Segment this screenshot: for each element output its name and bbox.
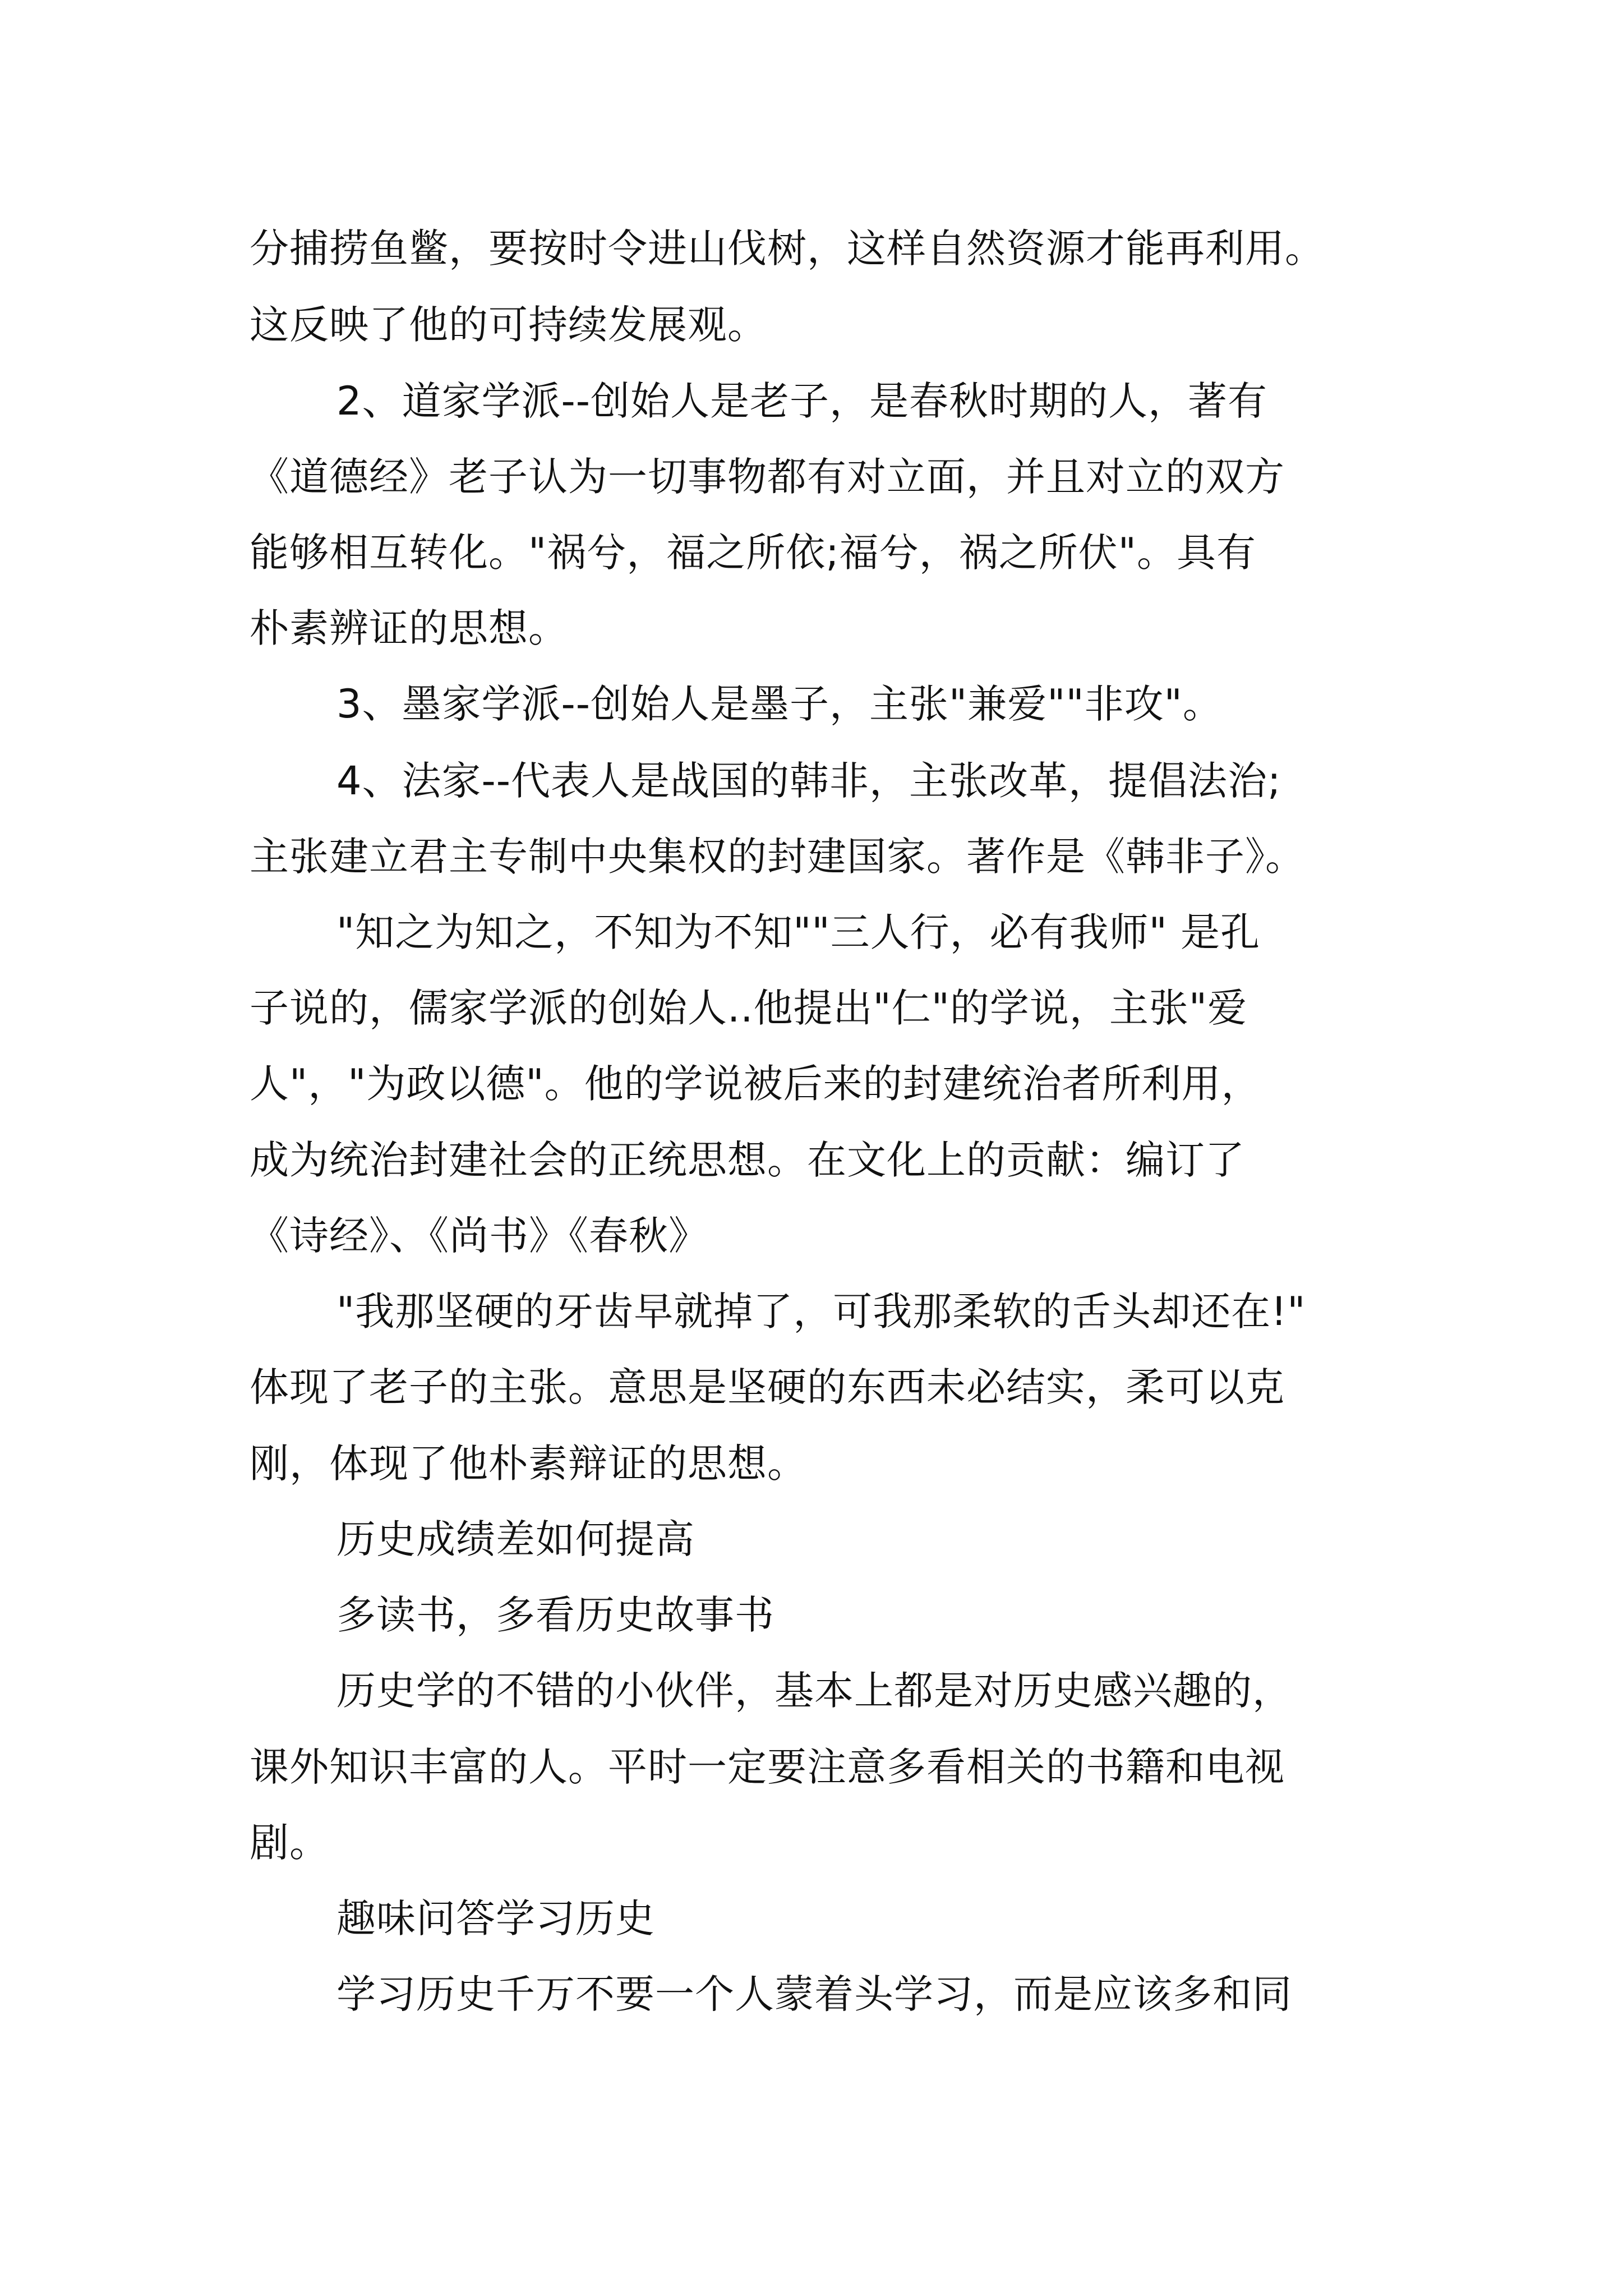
text-line-13: 成为统治封建社会的正统思想。在文化上的贡献：编订了: [250, 1137, 1245, 1183]
text-line-17: 刚，体现了他朴素辩证的思想。: [250, 1441, 807, 1487]
text-line-2: 这反映了他的可持续发展观。: [250, 302, 767, 348]
text-line-22: 剧。: [250, 1820, 329, 1866]
text-line-23: 趣味问答学习历史: [336, 1895, 655, 1941]
text-line-24: 学习历史千万不要一个人蒙着头学习，而是应该多和同: [336, 1971, 1292, 2017]
text-line-15: "我那坚硬的牙齿早就掉了，可我那柔软的舌头却还在!": [336, 1289, 1306, 1335]
text-line-19: 多读书，多看历史故事书: [336, 1592, 774, 1638]
text-line-8: 4、法家--代表人是战国的韩非，主张改革，提倡法治;: [336, 758, 1281, 804]
text-line-21: 课外知识丰富的人。平时一定要注意多看相关的书籍和电视: [250, 1744, 1285, 1790]
text-line-5: 能够相互转化。"祸兮，福之所依;福兮，祸之所伏"。具有: [250, 530, 1256, 576]
text-line-14: 《诗经》、《尚书》《春秋》: [250, 1213, 708, 1259]
text-line-18: 历史成绩差如何提高: [336, 1516, 695, 1562]
text-line-1: 分捕捞鱼鳖，要按时令进山伐树，这样自然资源才能再利用。: [250, 226, 1325, 272]
text-line-9: 主张建立君主专制中央集权的封建国家。著作是《韩非子》。: [250, 834, 1305, 880]
text-line-3: 2、道家学派--创始人是老子，是春秋时期的人，著有: [336, 378, 1268, 424]
text-line-12: 人"，"为政以德"。他的学说被后来的封建统治者所利用，: [250, 1061, 1261, 1107]
text-line-6: 朴素辨证的思想。: [250, 605, 568, 651]
text-line-16: 体现了老子的主张。意思是坚硬的东西未必结实，柔可以克: [250, 1364, 1285, 1410]
text-line-10: "知之为知之，不知为不知""三人行，必有我师" 是孔: [336, 909, 1261, 955]
text-line-7: 3、墨家学派--创始人是墨子，主张"兼爱""非攻"。: [336, 681, 1223, 727]
text-line-20: 历史学的不错的小伙伴，基本上都是对历史感兴趣的，: [336, 1668, 1292, 1714]
text-line-4: 《道德经》老子认为一切事物都有对立面，并且对立的双方: [250, 454, 1285, 500]
text-line-11: 子说的，儒家学派的创始人..他提出"仁"的学说，主张"爱: [250, 985, 1248, 1031]
